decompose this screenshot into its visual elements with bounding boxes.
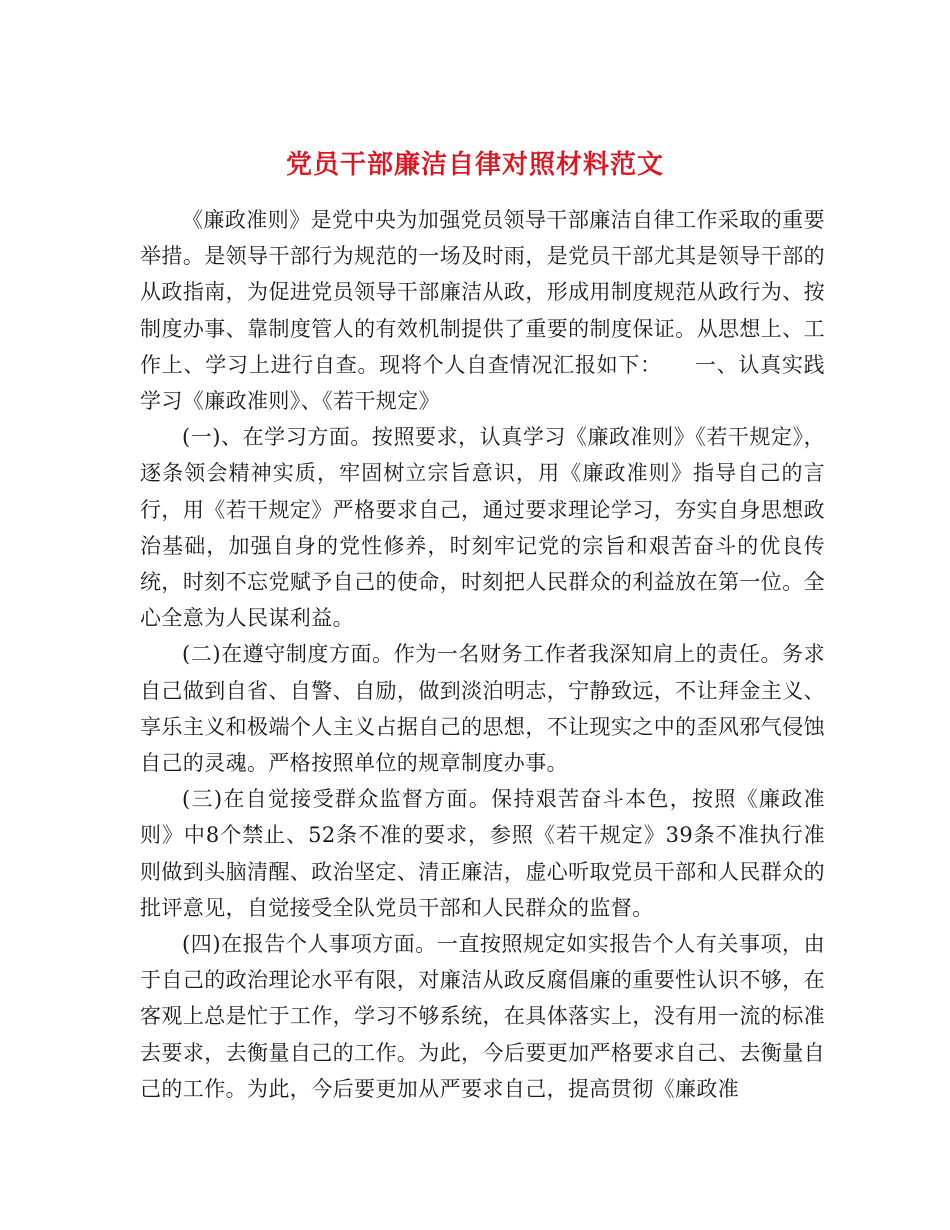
paragraph-rules: (二)在遵守制度方面。作为一名财务工作者我深知肩上的责任。务求自己做到自省、自警、自励，做到淡泊明志，宁静致远，不让拜金主义、享乐主义和极端个人主义占据自己的思想，不让现实之中的歪风邪气侵蚀自己的灵魂。严格按照单位的规章制度办事。 [140,642,825,776]
paragraph-supervision: (三)在自觉接受群众监督方面。保持艰苦奋斗本色，按照《廉政准则》中8个禁止、52条不准的要求，参照《若干规定》39条不准执行准则做到头脑清醒、政治坚定、清正廉洁，虚心听取党员干部和人民群众的批评意见，自觉接受全队党员干部和人民群众的监督。 [140,787,825,920]
document-title: 党员干部廉洁自律对照材料范文 [285,150,664,181]
document-body [140,202,825,1107]
paragraph-intro: 《廉政准则》是党中央为加强党员领导干部廉洁自律工作采取的重要举措。是领导干部行为规范的一场及时雨，是党员干部尤其是领导干部的从政指南，为促进党员领导干部廉洁从政，形成用制度规范从政行为、按制度办事、靠制度管人的有效机制提供了重要的制度保证。从思想上、工作上、学习上进行自查。现将个人自查情况汇报如下： 一、认真实践学习《廉政准则》、《若干规定》 [140,208,825,414]
paragraph-study: (一)、在学习方面。按照要求，认真学习《廉政准则》《若干规定》，逐条领会精神实质，牢固树立宗旨意识，用《廉政准则》指导自己的言行，用《若干规定》严格要求自己，通过要求理论学习，夯实自身思想政治基础，加强自身的党性修养，时刻牢记党的宗旨和艰苦奋斗的优良传统，时刻不忘党赋予自己的使命，时刻把人民群众的利益放在第一位。全心全意为人民谋利益。 [140,425,825,631]
paragraph-report: (四)在报告个人事项方面。一直按照规定如实报告个人有关事项，由于自己的政治理论水平有限，对廉洁从政反腐倡廉的重要性认识不够，在客观上总是忙于工作，学习不够系统，在具体落实上，没有用一流的标准去要求，去衡量自己的工作。为此，今后要更加严格要求自己、去衡量自己的工作。为此，今后要更加从严要求自己，提高贯彻《廉政准 [140,932,825,1101]
